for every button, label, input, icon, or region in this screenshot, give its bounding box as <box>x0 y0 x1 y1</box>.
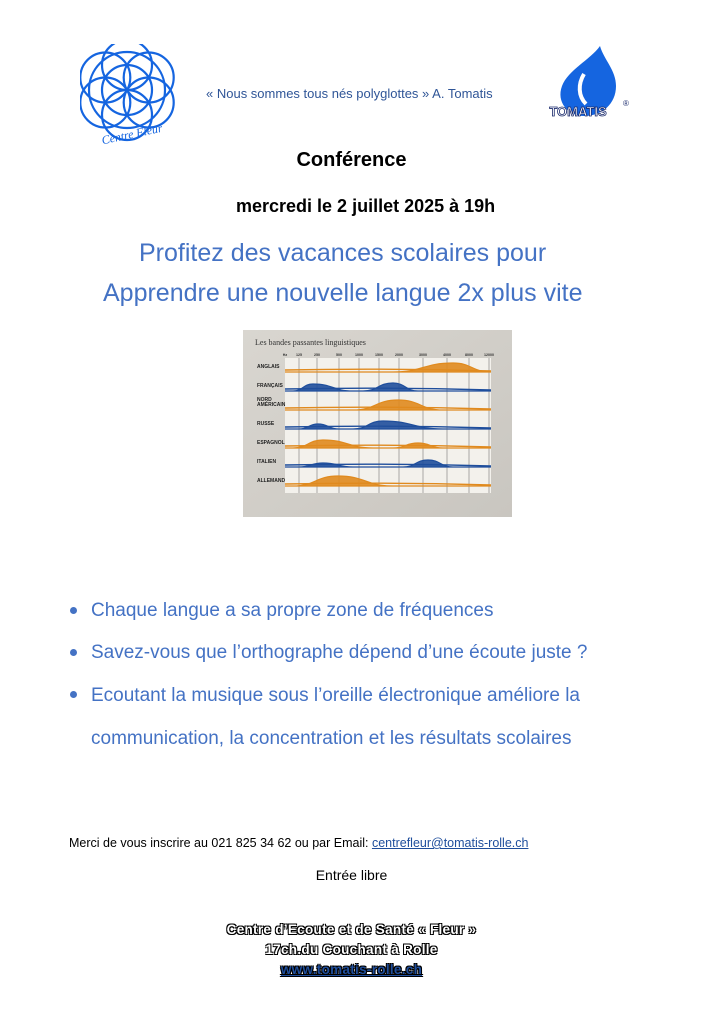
x-tick-label: 2000 <box>395 353 403 357</box>
logo-left-text: Centre Fleur <box>100 120 164 148</box>
registered-mark: ® <box>623 99 629 108</box>
footer-website-line <box>0 962 703 977</box>
series-label: ANGLAIS <box>257 364 280 370</box>
free-entry: Entrée libre <box>315 867 388 883</box>
bullet-list <box>68 590 688 760</box>
event-date: mercredi le 2 juillet 2025 à 19h <box>236 196 496 216</box>
x-tick-label: 1000 <box>355 353 363 357</box>
x-tick-label: Hz <box>282 353 288 357</box>
x-tick-label: 3000 <box>419 353 427 357</box>
series-label: RUSSE <box>257 421 275 427</box>
centre-fleur-logo <box>80 44 180 148</box>
registration-text: Merci de vous inscrire au 021 825 34 62 ou par Email: <box>69 836 372 850</box>
series-label: ITALIEN <box>257 459 277 465</box>
linguistic-bandwidth-chart <box>243 330 512 517</box>
event-title: Conférence <box>296 149 407 171</box>
footer-centre-name: Centre d’Ecoute et de Santé « Fleur » <box>226 922 477 937</box>
series-label: NORD <box>257 397 272 403</box>
x-tick-label: 8000 <box>465 353 473 357</box>
x-tick-label: 125 <box>296 353 302 357</box>
headline-line-2: Apprendre une nouvelle langue 2x plus vite <box>103 279 583 307</box>
logo-right-text: TOMATIS <box>549 104 607 119</box>
bullet-item: Savez-vous que l’orthographe dépend d’une écoute juste ? <box>68 632 688 674</box>
x-tick-label: 4000 <box>443 353 451 357</box>
footer-address: 17ch.du Couchant à Rolle <box>265 942 438 957</box>
series-label: ALLEMAND <box>257 478 286 484</box>
registration-line <box>69 836 528 850</box>
x-tick-label: 500 <box>336 353 342 357</box>
chart-title: Les bandes passantes linguistiques <box>255 338 366 347</box>
bullet-item: Ecoutant la musique sous l’oreille électronique améliore la communication, la concentration et les résultats scolaires <box>68 674 688 760</box>
x-tick-label: 250 <box>314 353 320 357</box>
x-tick-label: 12000 <box>484 353 494 357</box>
headline-line-1: Profitez des vacances scolaires pour <box>139 239 547 267</box>
tomatis-logo <box>538 44 638 126</box>
email-link[interactable]: centrefleur@tomatis-rolle.ch <box>371 836 529 850</box>
bullet-item: Chaque langue a sa propre zone de fréquences <box>68 590 688 632</box>
x-tick-label: 1500 <box>375 353 383 357</box>
series-label: AMÉRICAIN <box>257 402 286 408</box>
series-label: ESPAGNOL <box>257 440 285 446</box>
series-label: FRANÇAIS <box>257 383 283 389</box>
website-link[interactable]: www.tomatis-rolle.ch <box>280 962 423 977</box>
quote: « Nous sommes tous nés polyglottes » A. Tomatis <box>206 86 493 101</box>
